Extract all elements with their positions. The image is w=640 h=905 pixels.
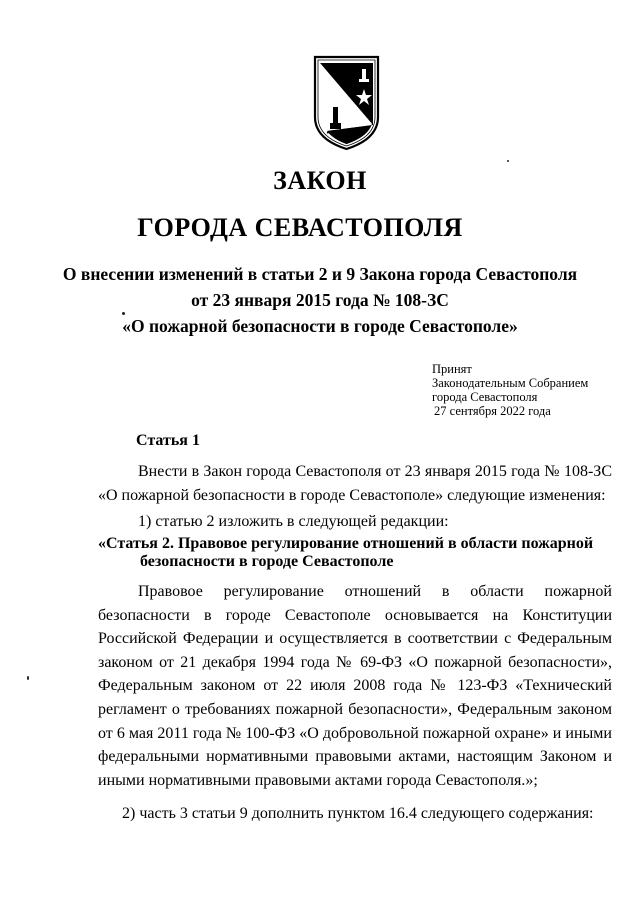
adopted-date: 27 сентября 2022 года: [434, 404, 551, 418]
adoption-block: [432, 362, 588, 418]
subtitle-line-3: «О пожарной безопасности в городе Севастополе»: [122, 316, 518, 336]
scan-speck: [27, 676, 29, 680]
scan-speck: [507, 160, 509, 162]
quoted-heading-line-1: «Статья 2. Правовое регулирование отношений в области пожарной: [98, 535, 594, 552]
quoted-heading-line-2: безопасности в городе Севастополе: [140, 553, 394, 570]
adopted-city-line: города Севастополя: [432, 390, 538, 404]
article-1-paragraph-3: Правовое регулирование отношений в области пожарной безопасности в городе Севастополе основывается на Конституции Российской Федерации и осуществляется в соответствии с Федеральным законом от 21 декабря 1994 года № 69-ФЗ «О пожарной безопасности», Федеральным законом от 22 июля 2008 года № 123-ФЗ «Технический регламент о требованиях пожарной безопасности», Федеральным законом от 6 мая 2011 года № 100-ФЗ «О добровольной пожарной охране» и иными федеральными нормативными правовыми актами, настоящим Законом и иными нормативными правовыми актами города Севастополя.»;: [98, 583, 612, 789]
sevastopol-coat-of-arms-icon: [313, 55, 380, 151]
scan-speck: [122, 312, 125, 315]
adopted-line: Принят: [432, 362, 472, 376]
article-1-paragraph-4: 2) часть 3 статьи 9 дополнить пунктом 16.4 следующего содержания:: [122, 805, 594, 822]
article-1-heading: Статья 1: [136, 432, 200, 449]
article-1-paragraph-2: 1) статью 2 изложить в следующей редакции:: [138, 513, 449, 530]
city-label: ГОРОДА СЕВАСТОПОЛЯ: [137, 213, 463, 242]
subtitle-line-2: от 23 января 2015 года № 108-ЗС: [191, 290, 449, 310]
quoted-article-2-heading: [98, 535, 618, 571]
subtitle-line-1: О внесении изменений в статьи 2 и 9 Закона города Севастополя: [62, 264, 578, 284]
adopted-by-line: Законодательным Собранием: [432, 376, 589, 390]
article-1-paragraph-1: Внести в Закон города Севастополя от 23 января 2015 года № 108-ЗС «О пожарной безопасности в городе Севастополе» следующие изменения:: [98, 463, 612, 504]
law-label: ЗАКОН: [273, 166, 367, 195]
